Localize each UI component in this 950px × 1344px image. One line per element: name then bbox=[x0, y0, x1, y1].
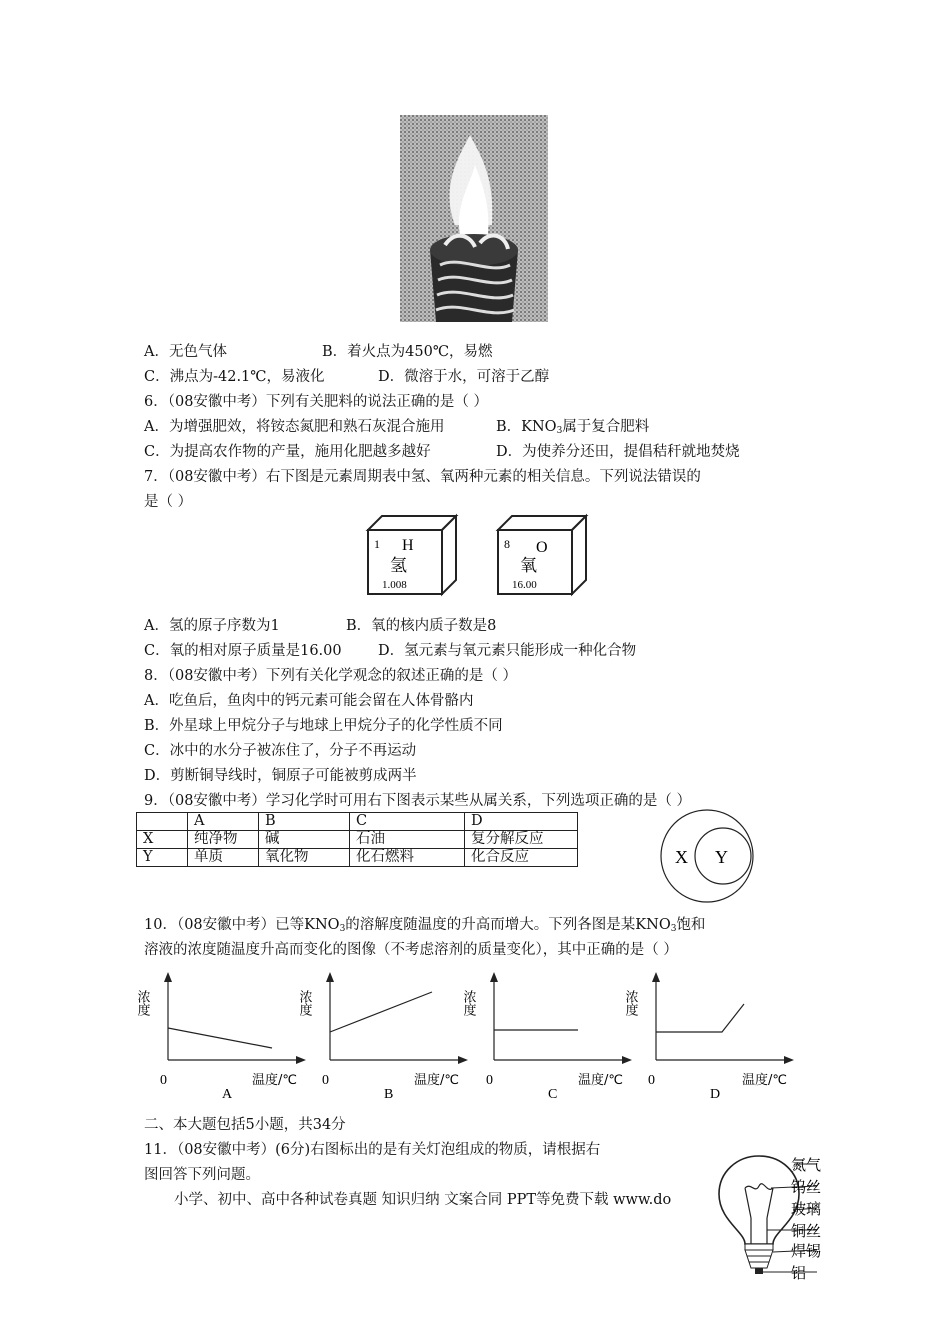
q7-stem-line2: 是（ ） bbox=[144, 494, 193, 510]
bulb-label-aluminum: 铝 bbox=[791, 1264, 807, 1282]
graph-c-xlabel: 温度/℃ bbox=[578, 1073, 623, 1088]
graph-c-ylabel: 浓度 bbox=[460, 990, 476, 1016]
element-tile-hydrogen bbox=[360, 510, 460, 596]
q10-graph-a bbox=[134, 970, 310, 1105]
table-cell: 化石燃料 bbox=[350, 849, 465, 867]
q6-option-c: C．为提高农作物的产量，施用化肥越多越好 bbox=[144, 444, 431, 460]
tile-h-mass: 1.008 bbox=[382, 579, 407, 591]
graph-b-ylabel: 浓度 bbox=[296, 990, 312, 1016]
graph-a-curve bbox=[168, 1028, 272, 1048]
table-cell: X bbox=[137, 831, 188, 849]
bulb-label-glass: 玻璃 bbox=[791, 1200, 822, 1218]
table-cell: C bbox=[350, 813, 465, 831]
q8-option-a: A．吃鱼后，鱼肉中的钙元素可能会留在人体骨骼内 bbox=[144, 693, 474, 709]
q7-option-b: B．氧的核内质子数是8 bbox=[346, 618, 497, 634]
q5-option-b: B．着火点为450℃，易燃 bbox=[322, 344, 493, 360]
element-tile-oxygen bbox=[490, 510, 590, 596]
page-footer: 小学、初中、高中各种试卷真题 知识归纳 文案合同 PPT等免费下载 www.do bbox=[174, 1192, 672, 1208]
light-bulb-diagram bbox=[705, 1148, 835, 1284]
xy-circle-diagram bbox=[655, 808, 765, 904]
graph-b-label: B bbox=[384, 1087, 394, 1102]
q10-stem-line1: 10．（08安徽中考）已等$KNO_3$的溶解度随温度的升高而增大。下列各图是某$KNO_3$饱和 bbox=[144, 917, 706, 934]
q6-option-a: A．为增强肥效，将铵态氮肥和熟石灰混合施用 bbox=[144, 419, 445, 435]
table-cell: A bbox=[188, 813, 259, 831]
q8-option-c: C．冰中的水分子被冻住了，分子不再运动 bbox=[144, 743, 417, 759]
section-2-heading: 二、本大题包括5小题，共34分 bbox=[144, 1117, 346, 1133]
graph-d-curve bbox=[656, 1004, 744, 1032]
table-cell: Y bbox=[137, 849, 188, 867]
graph-d-label: D bbox=[710, 1087, 721, 1102]
graph-d-origin: 0 bbox=[648, 1073, 655, 1088]
table-cell bbox=[137, 813, 188, 831]
table-cell: B bbox=[259, 813, 350, 831]
bulb-label-solder: 焊锡 bbox=[791, 1242, 822, 1260]
table-cell: 纯净物 bbox=[188, 831, 259, 849]
circle-y-label: Y bbox=[715, 847, 728, 867]
table-cell: D bbox=[465, 813, 578, 831]
table-cell: 单质 bbox=[188, 849, 259, 867]
table-cell: 氧化物 bbox=[259, 849, 350, 867]
graph-d-ylabel: 浓度 bbox=[622, 990, 638, 1016]
graph-b-origin: 0 bbox=[322, 1073, 329, 1088]
q6-stem: 6．（08安徽中考）下列有关肥料的说法正确的是（ ） bbox=[144, 394, 489, 410]
table-cell: 石油 bbox=[350, 831, 465, 849]
q7-stem-line1: 7．（08安徽中考）右下图是元素周期表中氢、氧两种元素的相关信息。下列说法错误的 bbox=[144, 469, 701, 485]
q7-option-a: A．氢的原子序数为1 bbox=[144, 618, 280, 634]
q9-stem: 9．（08安徽中考）学习化学时可用右下图表示某些从属关系，下列选项正确的是（ ） bbox=[144, 793, 692, 809]
table-row bbox=[137, 849, 578, 867]
table-cell: 碱 bbox=[259, 831, 350, 849]
graph-a-xlabel: 温度/℃ bbox=[252, 1073, 297, 1088]
graph-c-origin: 0 bbox=[486, 1073, 493, 1088]
table-row bbox=[137, 831, 578, 849]
q10-graph-b bbox=[296, 970, 472, 1105]
graph-d-xlabel: 温度/℃ bbox=[742, 1073, 787, 1088]
tile-h-symbol: H bbox=[402, 537, 414, 554]
bulb-label-copper: 铜丝 bbox=[791, 1222, 822, 1240]
graph-a-label: A bbox=[222, 1087, 233, 1102]
tile-o-mass: 16.00 bbox=[512, 579, 537, 591]
q5-option-a: A．无色气体 bbox=[144, 344, 227, 360]
q6-option-d: D．为使养分还田，提倡秸秆就地焚烧 bbox=[496, 444, 740, 460]
q10-graph-d bbox=[622, 970, 798, 1105]
bulb-label-nitrogen: 氮气 bbox=[791, 1156, 822, 1174]
graph-b-curve bbox=[330, 992, 432, 1032]
table-cell: 复分解反应 bbox=[465, 831, 578, 849]
circle-x-label: X bbox=[675, 847, 688, 867]
tile-o-name: 氧 bbox=[520, 556, 537, 576]
table-cell: 化合反应 bbox=[465, 849, 578, 867]
q10-graph-c bbox=[460, 970, 636, 1105]
q8-option-b: B．外星球上甲烷分子与地球上甲烷分子的化学性质不同 bbox=[144, 718, 503, 734]
q7-option-c: C．氧的相对原子质量是16.00 bbox=[144, 643, 342, 659]
burning-solid-illustration bbox=[400, 115, 548, 322]
tile-h-name: 氢 bbox=[390, 556, 407, 576]
tile-h-number: 1 bbox=[374, 537, 380, 551]
bulb-label-tungsten: 钨丝 bbox=[791, 1178, 822, 1196]
graph-b-xlabel: 温度/℃ bbox=[414, 1073, 459, 1088]
tile-o-number: 8 bbox=[504, 537, 510, 551]
q5-option-d: D．微溶于水，可溶于乙醇 bbox=[378, 369, 550, 385]
q11-stem-line2: 图回答下列问题。 bbox=[144, 1167, 260, 1183]
tile-o-symbol: O bbox=[536, 539, 548, 556]
q9-table bbox=[136, 812, 578, 867]
q8-stem: 8．（08安徽中考）下列有关化学观念的叙述正确的是（ ） bbox=[144, 668, 518, 684]
graph-c-label: C bbox=[548, 1087, 558, 1102]
q5-option-c: C．沸点为-42.1℃，易液化 bbox=[144, 369, 325, 385]
q8-option-d: D．剪断铜导线时，铜原子可能被剪成两半 bbox=[144, 768, 417, 784]
table-row bbox=[137, 813, 578, 831]
q6-option-b: B．$KNO_3$属于复合肥料 bbox=[496, 419, 650, 436]
q7-option-d: D．氢元素与氧元素只能形成一种化合物 bbox=[378, 643, 637, 659]
q10-stem-line2: 溶液的浓度随温度升高而变化的图像（不考虑溶剂的质量变化），其中正确的是（ ） bbox=[144, 942, 678, 958]
graph-a-origin: 0 bbox=[160, 1073, 167, 1088]
q11-stem-line1: 11．（08安徽中考）(6分)右图标出的是有关灯泡组成的物质，请根据右 bbox=[144, 1142, 601, 1158]
graph-a-ylabel: 浓度 bbox=[134, 990, 150, 1016]
